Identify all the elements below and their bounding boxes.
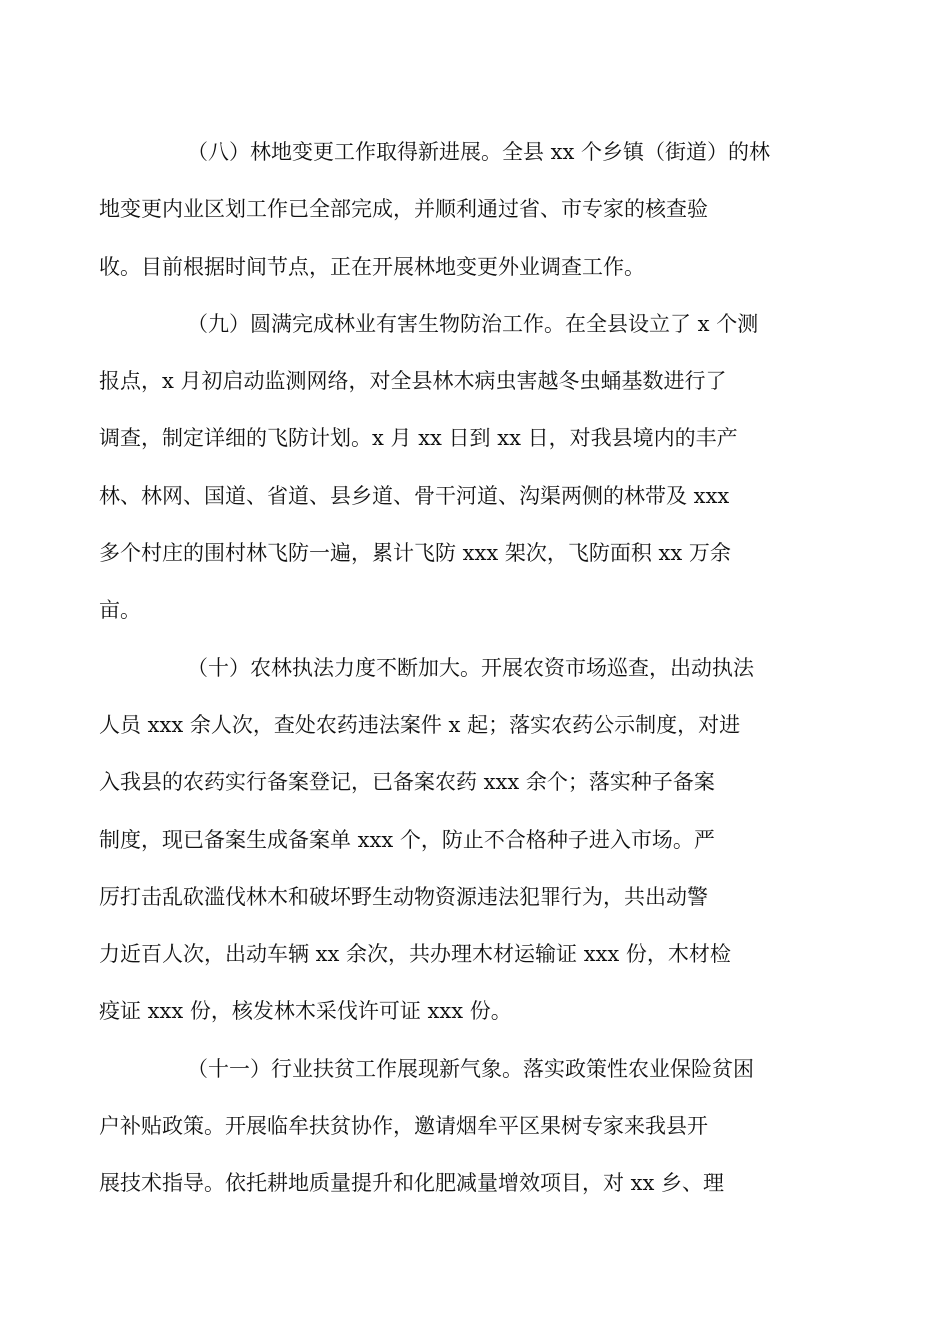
- text-line: （十一）行业扶贫工作展现新气象。落实政策性农业保险贫困: [187, 1056, 754, 1081]
- document-body: [99, 124, 809, 1213]
- text-line: 户补贴政策。开展临牟扶贫协作，邀请烟牟平区果树专家来我县开: [99, 1114, 708, 1139]
- text-line: 报点，x 月初启动监测网络，对全县林木病虫害越冬虫蛹基数进行了: [99, 369, 727, 394]
- text-line: 人员 xxx 余人次，查处农药违法案件 x 起；落实农药公示制度，对进: [99, 712, 741, 737]
- text-line: 展技术指导。依托耕地质量提升和化肥减量增效项目，对 xx 乡、理: [99, 1171, 725, 1196]
- text-line: 力近百人次，出动车辆 xx 余次，共办理木材运输证 xxx 份，木材检: [99, 942, 731, 967]
- text-line: 地变更内业区划工作已全部完成，并顺利通过省、市专家的核查验: [99, 197, 708, 222]
- paragraph-poverty-alleviation: [99, 1041, 809, 1213]
- paragraph-pest-control: [99, 296, 809, 640]
- text-line: 林、林网、国道、省道、县乡道、骨干河道、沟渠两侧的林带及 xxx: [99, 483, 730, 508]
- text-line: （八）林地变更工作取得新进展。全县 xx 个乡镇（街道）的林: [187, 140, 771, 164]
- text-line: 入我县的农药实行备案登记，已备案农药 xxx 余个；落实种子备案: [99, 770, 715, 795]
- text-line: 多个村庄的围村林飞防一遍，累计飞防 xxx 架次，飞防面积 xx 万余: [99, 541, 731, 566]
- paragraph-forest-land-change: [99, 124, 809, 296]
- text-line: 调查，制定详细的飞防计划。x 月 xx 日到 xx 日，对我县境内的丰产: [99, 426, 738, 451]
- text-line: 疫证 xxx 份，核发林木采伐许可证 xxx 份。: [99, 999, 512, 1024]
- text-line: （九）圆满完成林业有害生物防治工作。在全县设立了 x 个测: [187, 311, 759, 336]
- text-line: 制度，现已备案生成备案单 xxx 个，防止不合格种子进入市场。严: [99, 827, 715, 852]
- text-line: 厉打击乱砍滥伐林木和破坏野生动物资源违法犯罪行为，共出动警: [99, 884, 708, 909]
- paragraph-law-enforcement: [99, 640, 809, 1041]
- text-line: 亩。: [99, 598, 141, 623]
- text-line: 收。目前根据时间节点，正在开展林地变更外业调查工作。: [99, 254, 645, 279]
- text-line: （十）农林执法力度不断加大。开展农资市场巡查，出动执法: [187, 655, 754, 680]
